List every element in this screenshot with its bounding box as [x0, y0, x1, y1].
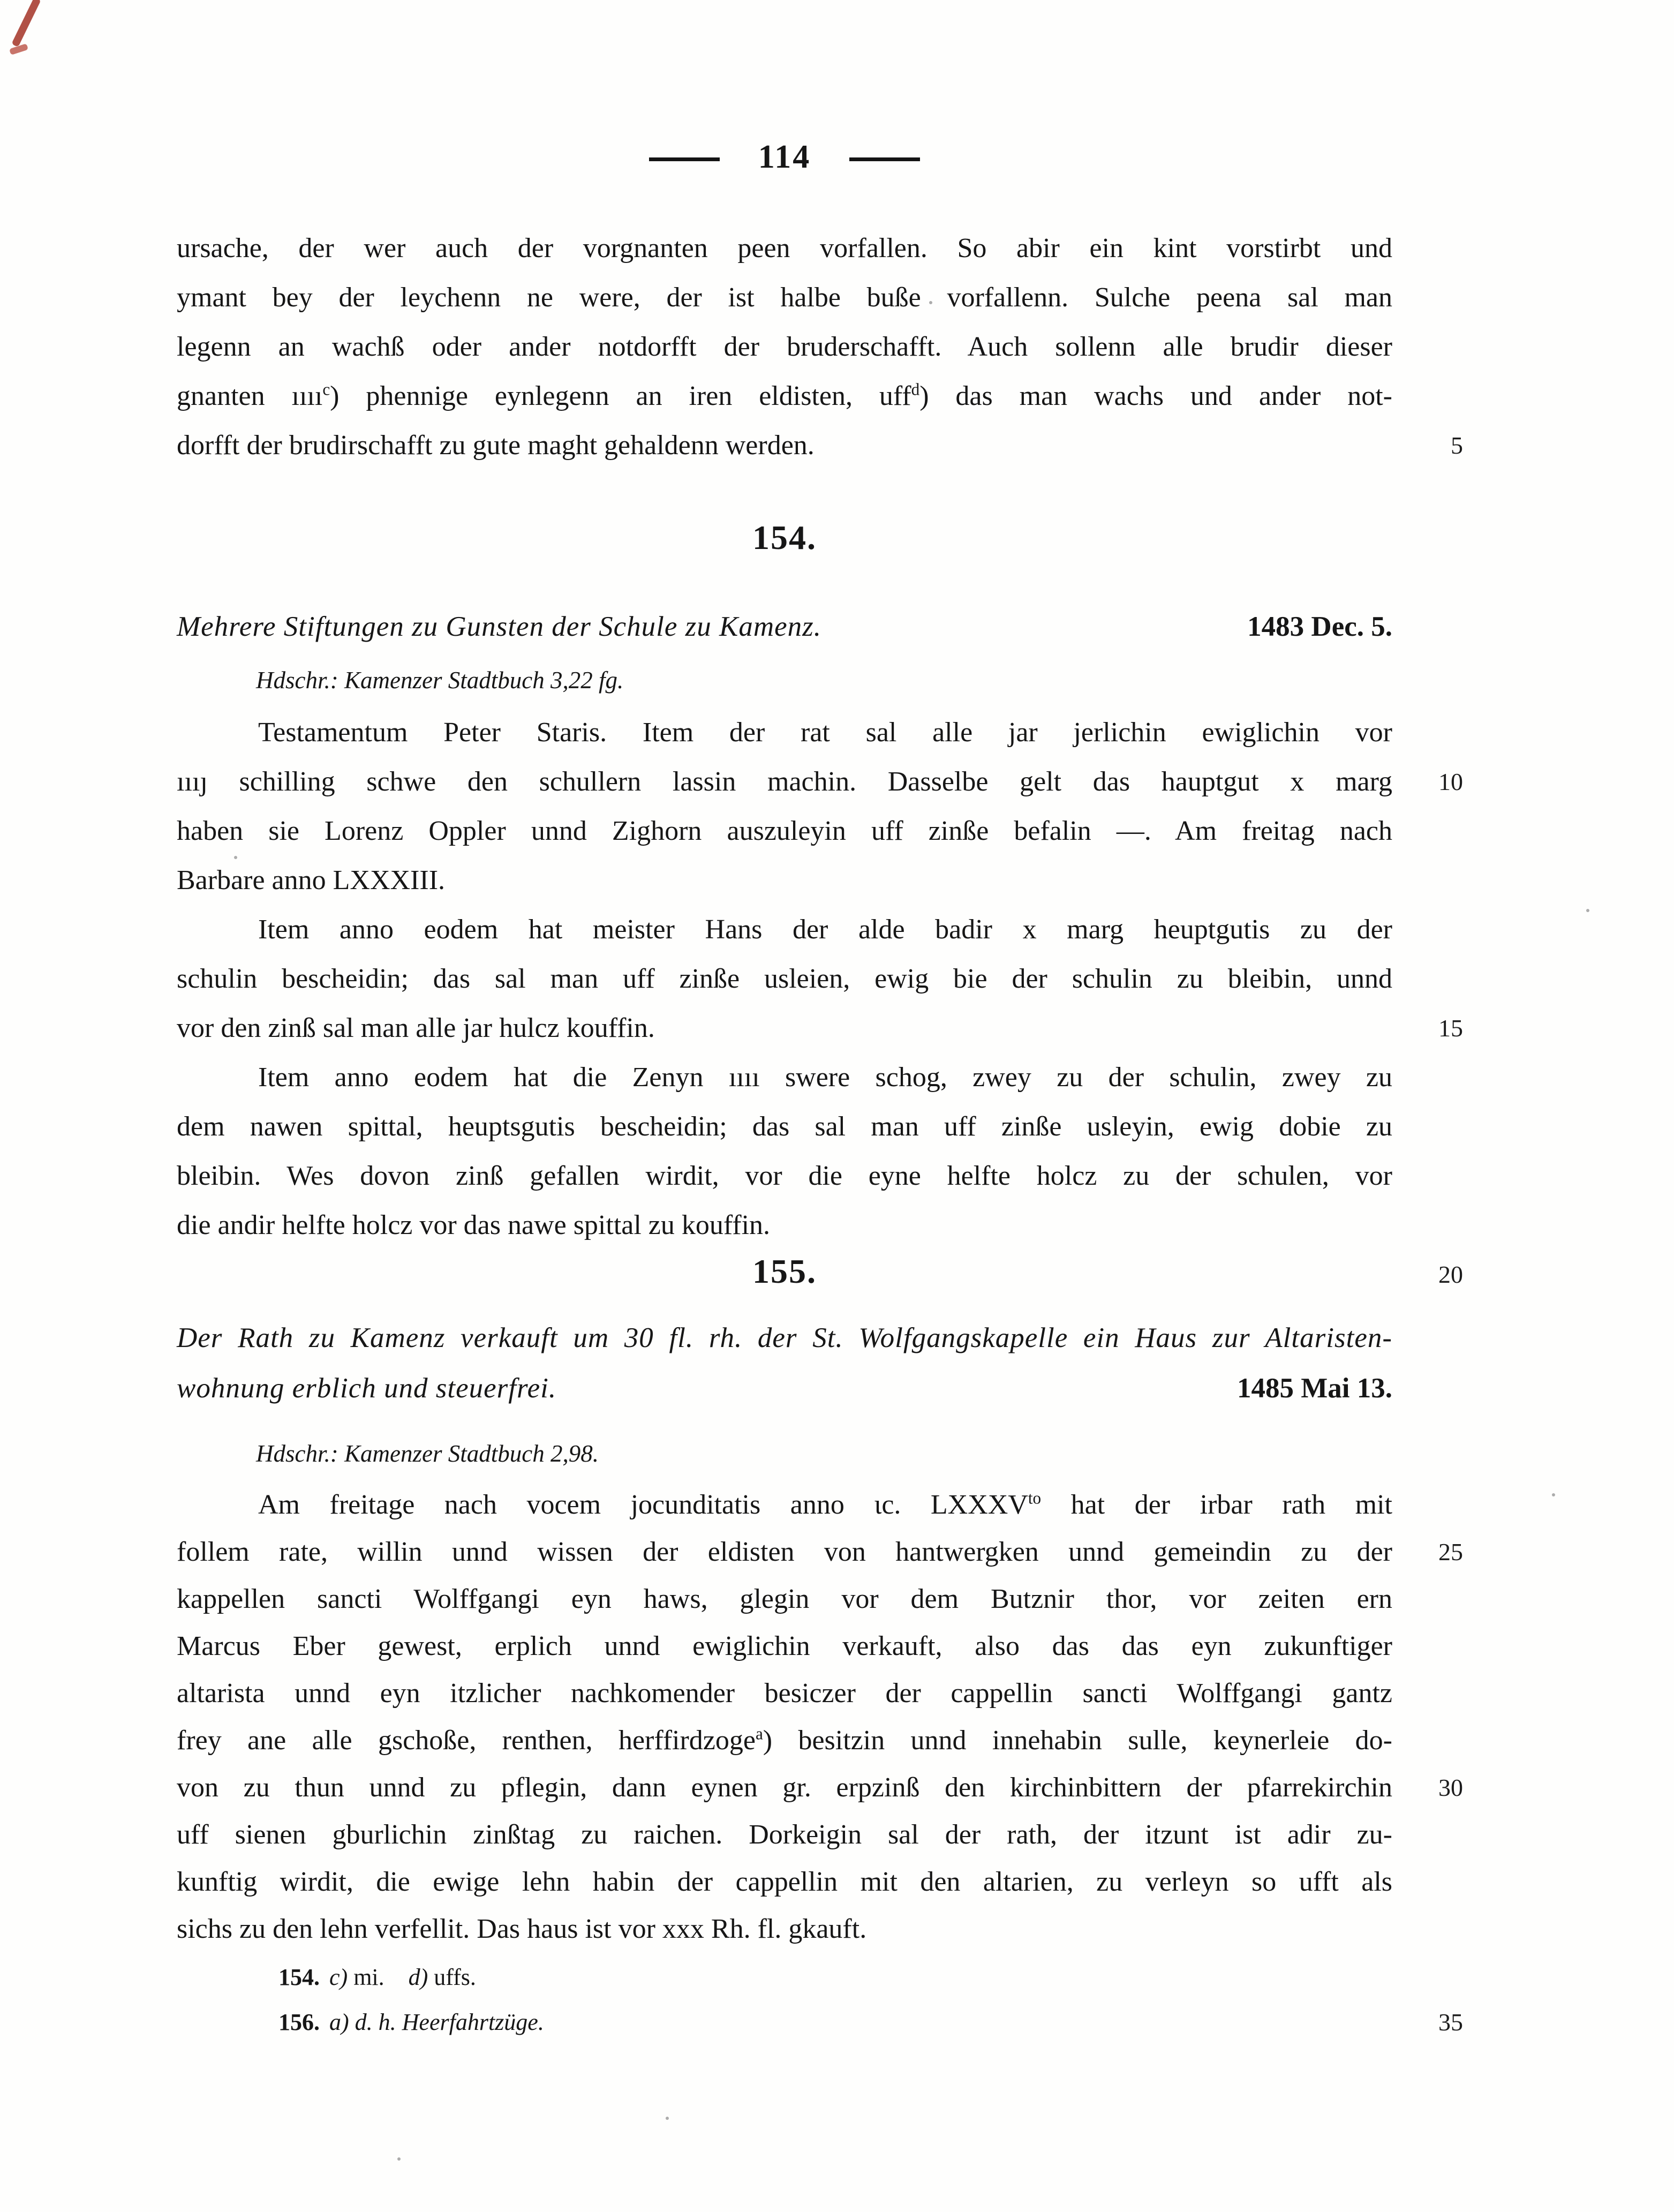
text-line: dorfft der brudirschafft zu gute maght gehaldenn werden.: [177, 430, 815, 461]
doc-155-regest-line1: Der Rath zu Kamenz verkauft um 30 fl. rh. der St. Wolfgangskapelle ein Haus zur Altaristen-: [177, 1322, 1392, 1353]
doc-155-number: 155.: [752, 1252, 817, 1290]
scan-speck: [1586, 909, 1589, 912]
text-line: Item anno eodem hat meister Hans der alde badir x marg heuptgutis zu der: [258, 914, 1392, 945]
footnote-text: d): [408, 1964, 428, 1990]
footnote-line: [278, 1955, 1296, 2000]
text-line: uff sienen gburlichin zinßtag zu raichen. Dorkeigin sal der rath, der itzunt ist adir zu-: [177, 1819, 1392, 1850]
text-line: sichs zu den lehn verfellit. Das haus ist vor xxx Rh. fl. gkauft.: [177, 1914, 867, 1944]
text-line: von zu thun unnd zu pflegin, dann eynen gr. erpzinß den kirchinbittern der pfarrekirchin: [177, 1772, 1392, 1803]
footnote-label: 156.: [278, 2009, 320, 2035]
footnotes: [278, 1955, 1296, 2045]
page-header: [177, 138, 1392, 176]
text-line: altarista unnd eyn itzlicher nachkomender besiczer der cappellin sancti Wolffgangi gantz: [177, 1678, 1392, 1709]
footnote-text: uffs.: [434, 1964, 476, 1990]
text-line: Item anno eodem hat die Zenyn ıııı swere schog, zwey zu der schulin, zwey zu: [258, 1062, 1392, 1093]
doc-155-paragraph-1: [177, 1481, 1392, 1953]
footnote-text: c): [329, 1964, 348, 1990]
text-line: kunftig wirdit, die ewige lehn habin der cappellin mit den altarien, zu verleyn so ufft als: [177, 1867, 1392, 1897]
text-line: frey ane alle gschoße, renthen, herffirdzoge$^a$) besitzin unnd innehabin sulle, keynerleie do-: [177, 1724, 1392, 1756]
doc-154-number: 154.: [752, 518, 817, 556]
text-line: Marcus Eber gewest, erplich unnd ewiglichin verkauft, also das das eyn zukunftiger: [177, 1631, 1392, 1661]
text-line: schulin bescheidin; das sal man uff zinße usleien, ewig bie der schulin zu bleibin, unnd: [177, 964, 1392, 994]
doc-155-regest-line2: wohnung erblich und steuerfrei.: [177, 1373, 557, 1404]
text-line: haben sie Lorenz Oppler unnd Zighorn auszuleyin uff zinße befalin —. Am freitag nach: [177, 816, 1392, 846]
doc-154-paragraph-3: [177, 1053, 1392, 1250]
doc-155-date: 1485 Mai 13.: [1237, 1373, 1392, 1404]
margin-line-number: 25: [1438, 1538, 1463, 1566]
page-number: 114: [758, 139, 811, 175]
scan-artifact-red: [11, 0, 41, 47]
footnote-text: a): [329, 2009, 349, 2035]
footnote-text: d. h. Heerfahrtzüge.: [355, 2009, 544, 2035]
doc-154-source: Hdschr.: Kamenzer Stadtbuch 3,22 fg.: [256, 667, 624, 694]
margin-line-number: 15: [1438, 1014, 1463, 1042]
scan-speck: [1552, 1493, 1555, 1496]
header-rule-left: [649, 157, 720, 161]
text-line: Am freitage nach vocem jocunditatis anno ɩc. $LXXXV^{to}$ hat der irbar rath mit: [258, 1488, 1392, 1520]
doc-155-source: Hdschr.: Kamenzer Stadtbuch 2,98.: [256, 1440, 599, 1467]
scan-speck: [397, 2157, 401, 2161]
header-rule-right: [849, 157, 920, 161]
text-line: die andir helfte holcz vor das nawe spittal zu kouffin.: [177, 1210, 771, 1240]
margin-line-number: 20: [1438, 1261, 1463, 1288]
text-line: gnanten ıııı$^c$) phennige eynlegenn an iren eldisten, uff$^d$) das man wachs und ander not-: [177, 380, 1392, 411]
doc-155-regest-row: [177, 1364, 1392, 1413]
margin-line-number: 35: [1438, 2008, 1463, 2036]
text-line: Testamentum Peter Staris. Item der rat sal alle jar jerlichin ewiglichin vor: [258, 717, 1392, 748]
footnote-line: [278, 2000, 1296, 2045]
doc-154-date: 1483 Dec. 5.: [1247, 611, 1392, 642]
text-line: ursache, der wer auch der vorgnanten peen vorfallen. So abir ein kint vorstirbt und: [177, 233, 1392, 264]
text-line: bleibin. Wes dovon zinß gefallen wirdit, vor die eyne helfte holcz zu der schulen, vor: [177, 1161, 1392, 1191]
margin-line-number: 30: [1438, 1774, 1463, 1801]
margin-line-number: 10: [1438, 768, 1463, 795]
text-line: kappellen sancti Wolffgangi eyn haws, glegin vor dem Butznir thor, vor zeiten ern: [177, 1584, 1392, 1614]
text-line: legenn an wachß oder ander notdorfft der bruderschafft. Auch sollenn alle brudir dieser: [177, 332, 1392, 362]
text-line: ıııȷ schilling schwe den schullern lassin machin. Dasselbe gelt das hauptgut x marg: [177, 766, 1392, 797]
doc-154-paragraph-1: [177, 708, 1392, 905]
text-line: Barbare anno LXXXIII.: [177, 865, 446, 896]
text-line: dem nawen spittal, heuptsgutis bescheidin; das sal man uff zinße usleyin, ewig dobie zu: [177, 1111, 1392, 1142]
text-line: follem rate, willin unnd wissen der eldisten von hantwergken unnd gemeindin zu der: [177, 1537, 1392, 1567]
doc-154-regest: Mehrere Stiftungen zu Gunsten der Schule zu Kamenz.: [177, 611, 822, 642]
text-line: vor den zinß sal man alle jar hulcz kouffin.: [177, 1013, 655, 1043]
intro-paragraph: [177, 224, 1392, 470]
text-line: ymant bey der leychenn ne were, der ist halbe buße vorfallenn. Sulche peena sal man: [177, 282, 1392, 313]
doc-154-regest-row: [177, 602, 1392, 651]
footnote-label: 154.: [278, 1964, 320, 1990]
margin-line-number: 5: [1451, 432, 1463, 459]
footnote-text: mi.: [353, 1964, 384, 1990]
doc-154-paragraph-2: [177, 905, 1392, 1053]
scan-speck: [666, 2117, 669, 2120]
